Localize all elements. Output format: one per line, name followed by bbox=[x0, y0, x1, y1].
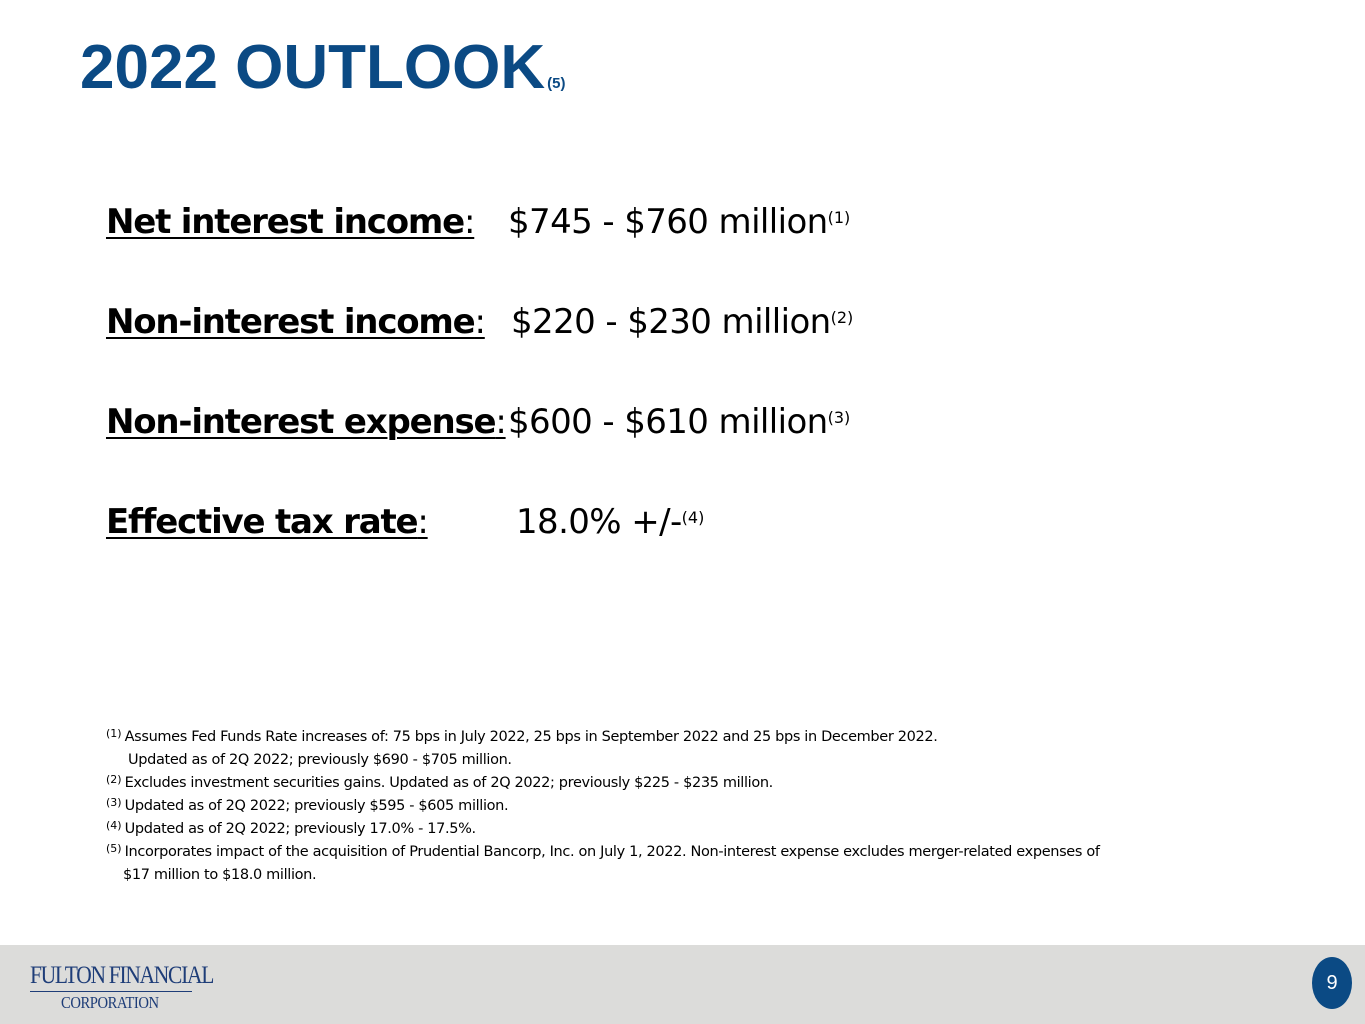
logo-rule bbox=[30, 991, 192, 992]
footnote bbox=[106, 818, 1246, 841]
company-logo bbox=[30, 962, 214, 1014]
logo-line1: FULTON FINANCIAL bbox=[30, 962, 214, 989]
logo-line2: CORPORATION bbox=[61, 993, 159, 1012]
metric-note-ref: (2) bbox=[830, 308, 854, 327]
footnote-mark: (3) bbox=[106, 796, 122, 809]
metric-label: Non-interest income: bbox=[106, 302, 485, 342]
footnote-continuation: Updated as of 2Q 2022; previously $690 - $705 million. bbox=[128, 752, 512, 768]
footnote-mark: (4) bbox=[106, 819, 122, 832]
footnote-mark: (5) bbox=[106, 842, 122, 855]
footnotes bbox=[106, 726, 1246, 887]
metric-value: 18.0% +/-$^{(4)}$ bbox=[516, 502, 705, 542]
footnote-text: Assumes Fed Funds Rate increases of: 75 bps in July 2022, 25 bps in September 2022 and 25 bps in December 2022. bbox=[124, 729, 938, 745]
page-number-badge: 9 bbox=[1312, 957, 1352, 1009]
slide-title bbox=[80, 30, 565, 122]
metric-label: Non-interest expense: bbox=[106, 402, 506, 442]
metric-note-ref: (3) bbox=[827, 408, 851, 427]
slide-title-note-ref: (5) bbox=[547, 75, 566, 92]
footnote-text: Updated as of 2Q 2022; previously 17.0% - 17.5%. bbox=[124, 821, 476, 837]
footnote bbox=[106, 772, 1246, 795]
footnote-text: Updated as of 2Q 2022; previously $595 - $605 million. bbox=[124, 798, 509, 814]
footnote bbox=[106, 795, 1246, 818]
metric-value: $745 - $760 million$^{(1)}$ bbox=[508, 202, 851, 242]
slide-title-text: 2022 OUTLOOK bbox=[80, 33, 546, 102]
footer-bar bbox=[0, 945, 1365, 1024]
footnote-text: Excludes investment securities gains. Updated as of 2Q 2022; previously $225 - $235 million. bbox=[124, 775, 773, 791]
metric-value: $600 - $610 million$^{(3)}$ bbox=[508, 402, 851, 442]
metric-note-ref: (1) bbox=[827, 208, 851, 227]
footnote-mark: (1) bbox=[106, 727, 122, 740]
metric-value: $220 - $230 million$^{(2)}$ bbox=[511, 302, 854, 342]
footnote bbox=[106, 841, 1246, 887]
footnote-text: Incorporates impact of the acquisition of Prudential Bancorp, Inc. on July 1, 2022. Non-interest expense excludes merger-related expenses of bbox=[124, 844, 1100, 860]
footnote-mark: (2) bbox=[106, 773, 122, 786]
metric-label: Effective tax rate: bbox=[106, 502, 428, 542]
metric-label: Net interest income: bbox=[106, 202, 475, 242]
footnote-continuation: $17 million to $18.0 million. bbox=[123, 867, 317, 883]
footnote bbox=[106, 726, 1246, 772]
metric-note-ref: (4) bbox=[681, 508, 705, 527]
